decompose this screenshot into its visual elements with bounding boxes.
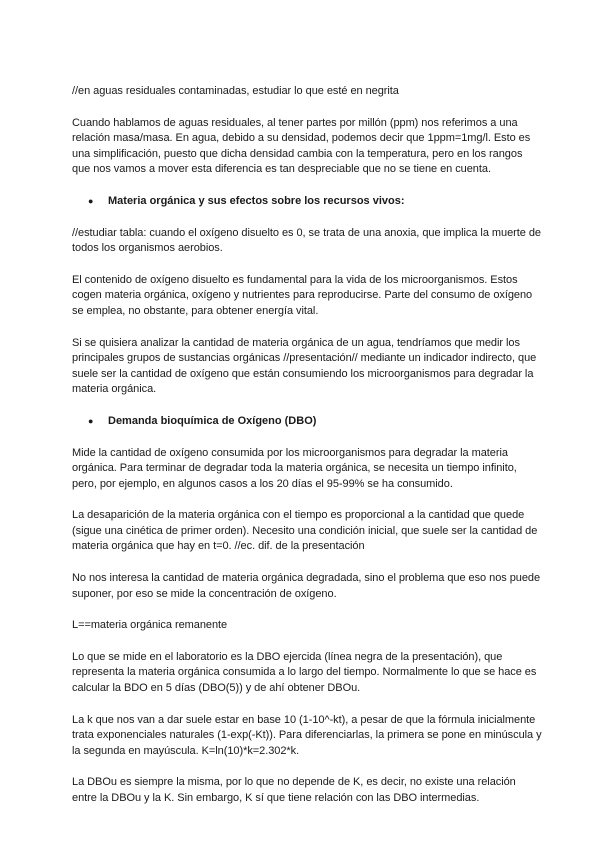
oxigeno-paragraph: El contenido de oxígeno disuelto es fundamental para la vida de los microorganismos. Estos cogen materia orgánica, oxígeno y nutrientes para reproducirse. Parte del consumo de oxígeno se emplea, no obstante, para obtener energía vital. <box>72 273 533 317</box>
heading-dbo <box>72 414 542 430</box>
dbou-paragraph: La DBOu es siempre la misma, por lo que no depende de K, es decir, no existe una relación entre la DBOu y la K. Sin embargo, K sí que tiene relación con las DBO intermedias. <box>72 776 516 804</box>
bullet-icon: ● <box>88 195 94 206</box>
intro-note: //en aguas residuales contaminadas, estudiar lo que esté en negrita <box>72 85 399 97</box>
analisis-paragraph: Si se quisiera analizar la cantidad de materia orgánica de un agua, tendríamos que medir los principales grupos de sustancias orgánicas //presentación// mediante un indicador indirecto, que suele ser la cantidad de oxígeno que están consumiendo los microorganismos para degradar la materia orgánica. <box>72 336 537 396</box>
heading-materia-text: Materia orgánica y sus efectos sobre los recursos vivos: <box>108 194 405 207</box>
bullet-icon: ● <box>88 415 94 426</box>
desaparicion-paragraph: La desaparición de la materia orgánica con el tiempo es proporcional a la cantidad que quede (sigue una cinética de primer orden). Necesito una condición inicial, que suele ser la cantidad de materia orgánica que hay en t=0. //ec. dif. de la presentación <box>72 509 538 553</box>
k-paragraph: La k que nos van a dar suele estar en base 10 (1-10^-kt), a pesar de que la fórmula inicialmente trata exponenciales naturales (1-exp(-Kt)). Para diferenciarlas, la primera se pone en minúscula y la segunda en mayúscula. K=ln(10)*k=2.302*k. <box>72 713 542 757</box>
ppm-paragraph: Cuando hablamos de aguas residuales, al tener partes por millón (ppm) nos referimos a una relación masa/masa. En agua, debido a su densidad, podemos decir que 1ppm=1mg/l. Esto es una simplificación, puesto que dicha densidad cambia con la temperatura, pero en los rangos que nos vamos a mover esta diferencia es tan despreciable que no se tiene en cuenta. <box>72 116 531 176</box>
dbo-paragraph: Mide la cantidad de oxígeno consumida por los microorganismos para degradar la materia orgánica. Para terminar de degradar toda la materia orgánica, se necesita un tiempo infinito, pero, por ejemplo, en algunos casos a los 20 días el 95-99% se ha consumido. <box>72 446 517 490</box>
heading-materia-organica <box>72 194 542 210</box>
interes-paragraph: No nos interesa la cantidad de materia orgánica degradada, sino el problema que eso nos puede suponer, por eso se mide la concentración de oxígeno. <box>72 572 541 600</box>
laboratorio-paragraph: Lo que se mide en el laboratorio es la DBO ejercida (línea negra de la presentación), que representa la materia orgánica consumida a lo largo del tiempo. Normalmente lo que se hace es calcular la BDO en 5 días (DBO(5)) y de ahí obtener DBOu. <box>72 650 537 695</box>
l-definition: L==materia orgánica remanente <box>72 619 228 632</box>
anoxia-note: //estudiar tabla: cuando el oxígeno disuelto es 0, se trata de una anoxia, que implica la muerte de todos los organismos aerobios. <box>72 226 541 255</box>
heading-dbo-text: Demanda bioquímica de Oxígeno (DBO) <box>108 414 317 427</box>
